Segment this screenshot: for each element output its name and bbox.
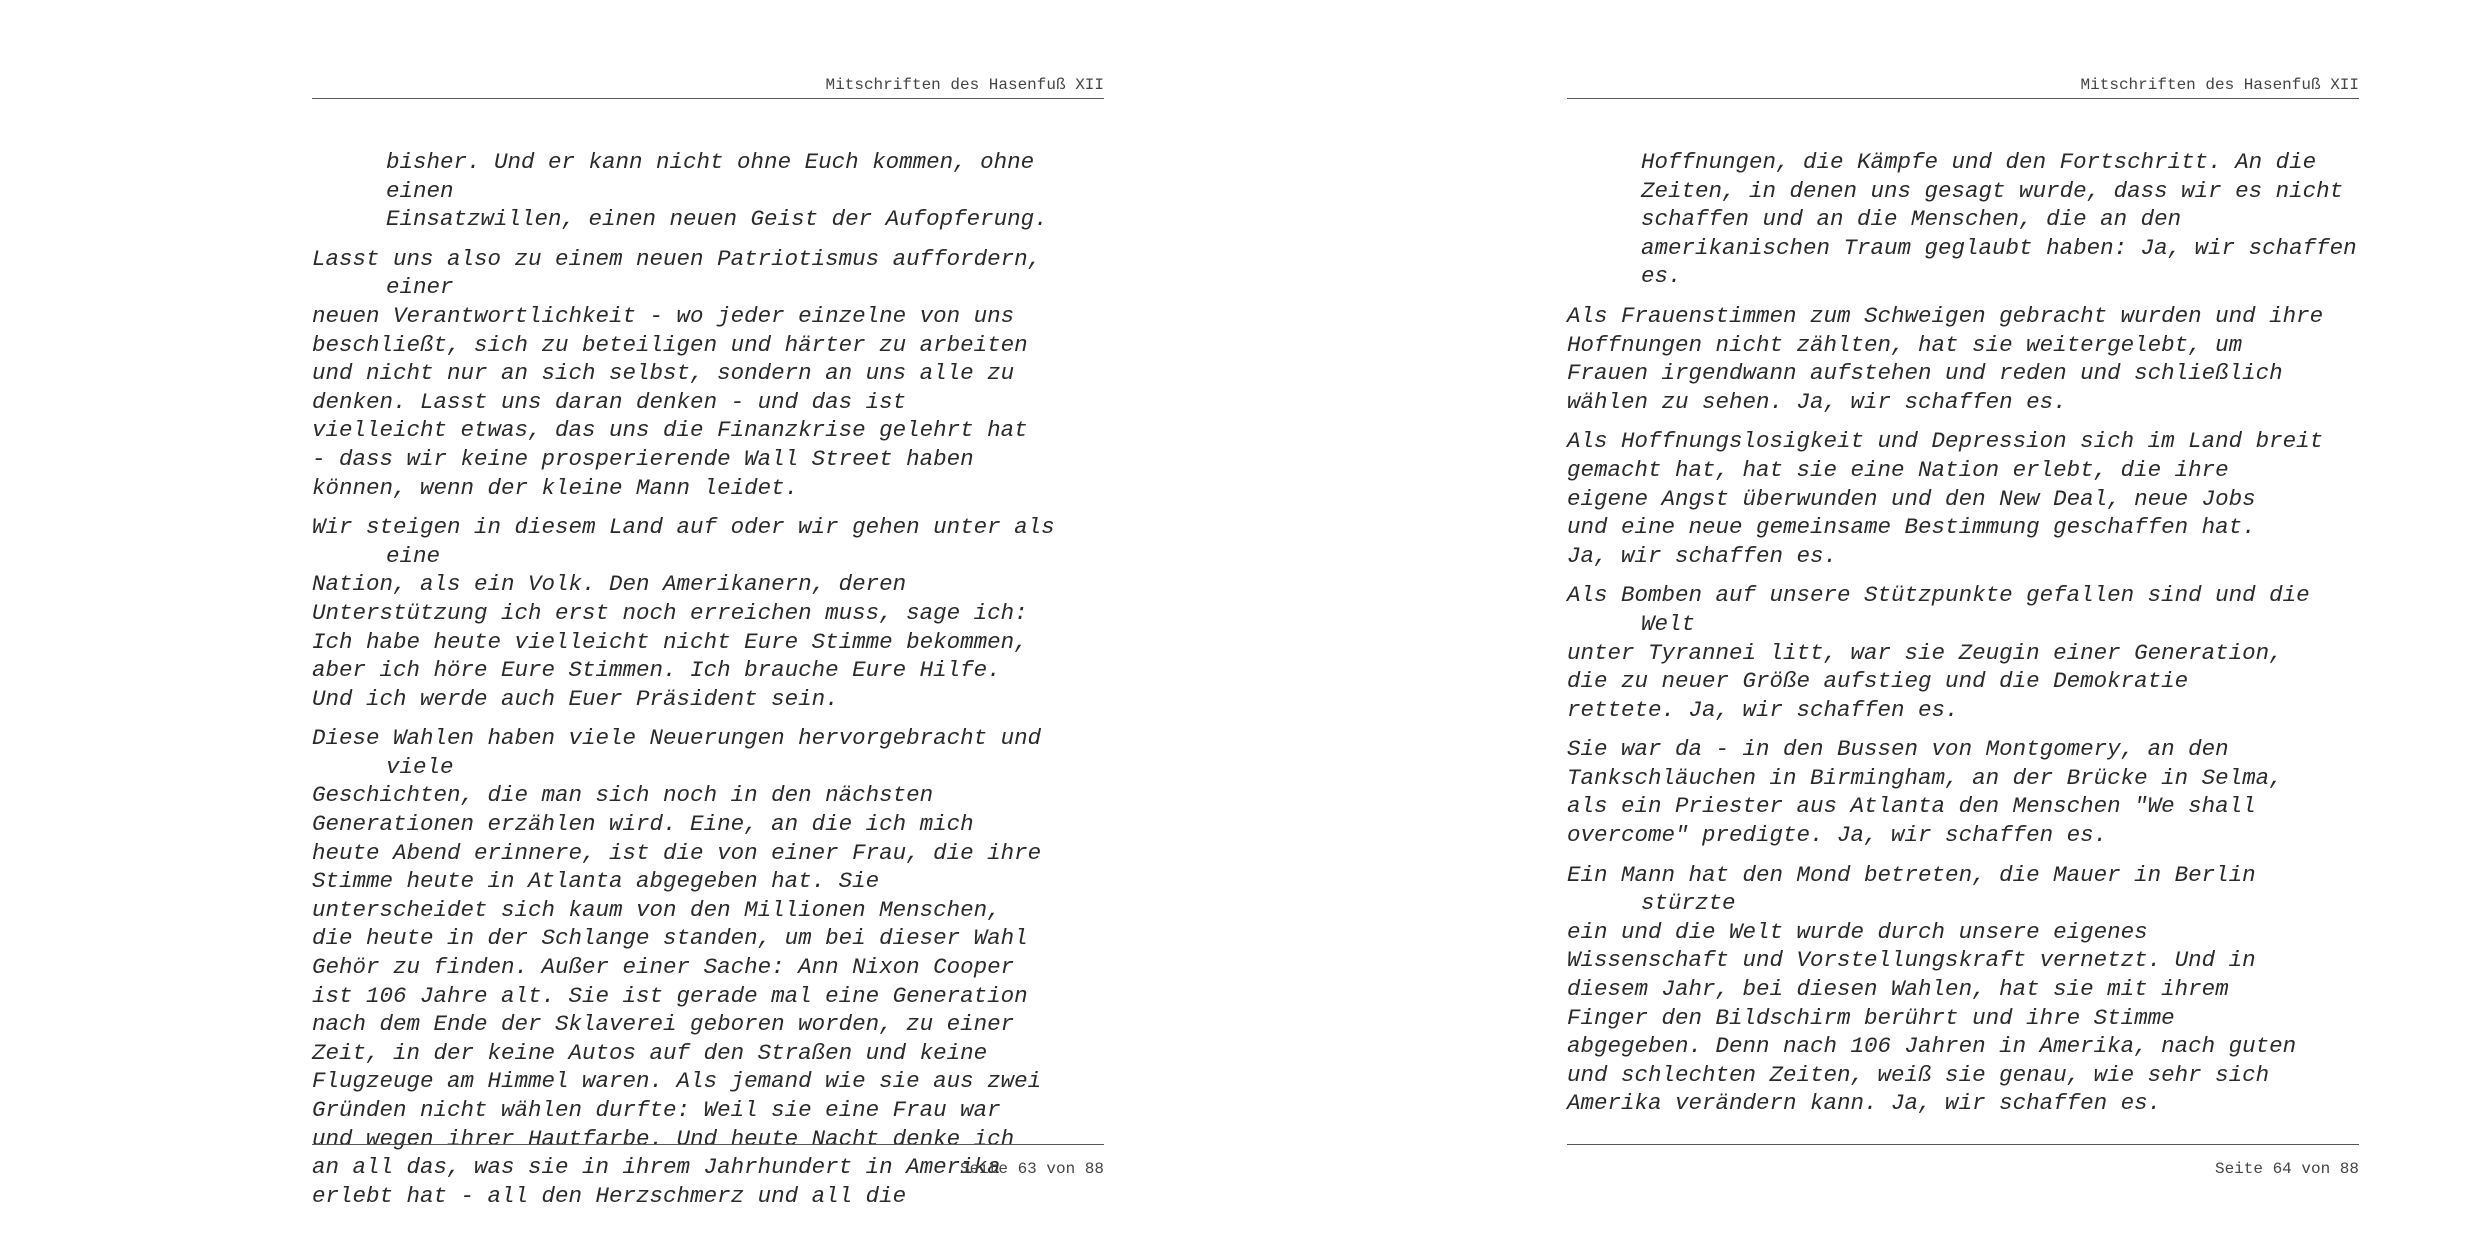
text-line: Ich habe heute vielleicht nicht Eure Stimme bekommen,: [312, 628, 1028, 655]
paragraph: [1567, 302, 2359, 416]
text-line: Tankschläuchen in Birmingham, an der Brücke in Selma,: [1567, 764, 2283, 791]
text-line: und schlechten Zeiten, weiß sie genau, wie sehr sich: [1567, 1061, 2270, 1088]
page-body: [1567, 148, 2359, 1129]
text-line: neuen Verantwortlichkeit - wo jeder einzelne von uns: [312, 302, 1015, 329]
text-line: Frauen irgendwann aufstehen und reden und schließlich: [1567, 360, 2283, 387]
text-line: unterscheidet sich kaum von den Millionen Menschen,: [312, 896, 1001, 923]
text-line: overcome" predigte. Ja, wir schaffen es.: [1567, 822, 2108, 849]
text-line: - dass wir keine prosperierende Wall Street haben: [312, 445, 974, 472]
text-line: Und ich werde auch Euer Präsident sein.: [312, 685, 839, 712]
text-line: rettete. Ja, wir schaffen es.: [1567, 696, 1959, 723]
text-line: Gründen nicht wählen durfte: Weil sie eine Frau war: [312, 1097, 1001, 1123]
text-line: als ein Priester aus Atlanta den Menschen "We shall: [1567, 793, 2256, 820]
text-line: Amerika verändern kann. Ja, wir schaffen es.: [1567, 1090, 2162, 1117]
text-line: Hoffnungen nicht zählten, hat sie weitergelebt, um: [1567, 331, 2243, 358]
text-line: es.: [1641, 263, 1682, 290]
text-line: erlebt hat - all den Herzschmerz und all die: [312, 1182, 907, 1209]
text-line: Hoffnungen, die Kämpfe und den Fortschritt. An die: [1641, 149, 2317, 175]
text-line: heute Abend erinnere, ist die von einer Frau, die ihre: [312, 839, 1042, 866]
text-line: an all das, was sie in ihrem Jahrhundert in Amerika: [312, 1154, 1001, 1181]
text-line: Wissenschaft und Vorstellungskraft vernetzt. Und in: [1567, 947, 2256, 974]
text-line: aber ich höre Eure Stimmen. Ich brauche Eure Hilfe.: [312, 657, 1001, 684]
text-line: amerikanischen Traum geglaubt haben: Ja, wir schaffen: [1641, 234, 2357, 261]
text-line: Zeiten, in denen uns gesagt wurde, dass wir es nicht: [1641, 177, 2344, 204]
text-line: ist 106 Jahre alt. Sie ist gerade mal eine Generation: [312, 982, 1028, 1009]
text-line: denken. Lasst uns daran denken - und das ist: [312, 388, 907, 415]
text-line: gemacht hat, hat sie eine Nation erlebt, die ihre: [1567, 456, 2229, 483]
text-line: Ein Mann hat den Mond betreten, die Mauer in Berlin stürzte: [1567, 861, 2256, 917]
text-line: beschließt, sich zu beteiligen und härter zu arbeiten: [312, 331, 1028, 358]
text-line: Zeit, in der keine Autos auf den Straßen und keine: [312, 1039, 988, 1066]
text-line: und nicht nur an sich selbst, sondern an uns alle zu: [312, 360, 1015, 387]
text-line: diesem Jahr, bei diesen Wahlen, hat sie mit ihrem: [1567, 976, 2229, 1003]
paragraph: [312, 724, 1104, 1210]
text-line: können, wenn der kleine Mann leidet.: [312, 474, 799, 501]
text-line: die heute in der Schlange standen, um bei dieser Wahl: [312, 925, 1028, 952]
text-line: ein und die Welt wurde durch unsere eigenes: [1567, 918, 2148, 945]
continued-paragraph: [1567, 148, 2359, 291]
text-line: Finger den Bildschirm berührt und ihre Stimme: [1567, 1004, 2175, 1031]
left-page: [312, 0, 1104, 1240]
text-line: Als Frauenstimmen zum Schweigen gebracht wurden und ihre: [1567, 302, 2324, 329]
text-line: die zu neuer Größe aufstieg und die Demokratie: [1567, 668, 2189, 695]
paragraph: [312, 245, 1104, 502]
text-line: Wir steigen in diesem Land auf oder wir gehen unter als eine: [312, 514, 1055, 569]
text-line: Lasst uns also zu einem neuen Patriotismus auffordern, einer: [312, 245, 1042, 301]
text-line: nach dem Ende der Sklaverei geboren worden, zu einer: [312, 1011, 1015, 1038]
text-line: vielleicht etwas, das uns die Finanzkrise gelehrt hat: [312, 417, 1028, 444]
text-line: Unterstützung ich erst noch erreichen muss, sage ich:: [312, 599, 1028, 626]
text-line: Sie war da - in den Bussen von Montgomery, an den: [1567, 736, 2229, 763]
paragraph: [312, 513, 1104, 713]
text-line: Als Bomben auf unsere Stützpunkte gefallen sind und die Welt: [1567, 582, 2310, 637]
text-line: Ja, wir schaffen es.: [1567, 542, 1838, 569]
text-line: wählen zu sehen. Ja, wir schaffen es.: [1567, 388, 2067, 415]
header-divider: [1567, 98, 2359, 99]
footer-divider: [312, 1144, 1104, 1145]
text-line: Generationen erzählen wird. Eine, an die ich mich: [312, 811, 974, 838]
text-line: eigene Angst überwunden und den New Deal, neue Jobs: [1567, 485, 2256, 512]
paragraph: [1567, 427, 2359, 570]
text-line: Nation, als ein Volk. Den Amerikanern, deren: [312, 571, 907, 598]
text-line: und eine neue gemeinsame Bestimmung geschaffen hat.: [1567, 514, 2256, 541]
footer-divider: [1567, 1144, 2359, 1145]
right-page: [1567, 0, 2359, 1240]
page-body: [312, 148, 1104, 1221]
text-line: und wegen ihrer Hautfarbe. Und heute Nacht denke ich: [312, 1125, 1015, 1152]
page-header: Mitschriften des Hasenfuß XII: [825, 76, 1104, 94]
text-line: Diese Wahlen haben viele Neuerungen hervorgebracht und viele: [312, 725, 1042, 780]
paragraph: [1567, 861, 2359, 1118]
paragraph: [1567, 735, 2359, 849]
text-line: unter Tyrannei litt, war sie Zeugin einer Generation,: [1567, 639, 2283, 666]
text-line: Flugzeuge am Himmel waren. Als jemand wie sie aus zwei: [312, 1068, 1042, 1095]
text-line: Geschichten, die man sich noch in den nächsten: [312, 782, 934, 809]
continued-paragraph: [312, 148, 1104, 234]
text-line: bisher. Und er kann nicht ohne Euch kommen, ohne einen: [386, 149, 1035, 204]
page-number: Seite 63 von 88: [959, 1160, 1104, 1178]
text-line: Stimme heute in Atlanta abgegeben hat. Sie: [312, 868, 880, 895]
text-line: schaffen und an die Menschen, die an den: [1641, 206, 2182, 233]
page-number: Seite 64 von 88: [2214, 1160, 2359, 1178]
header-divider: [312, 98, 1104, 99]
page-header: Mitschriften des Hasenfuß XII: [2080, 76, 2359, 94]
text-line: abgegeben. Denn nach 106 Jahren in Amerika, nach guten: [1567, 1033, 2297, 1060]
text-line: Gehör zu finden. Außer einer Sache: Ann Nixon Cooper: [312, 954, 1015, 981]
text-line: Einsatzwillen, einen neuen Geist der Aufopferung.: [386, 206, 1048, 233]
text-line: Als Hoffnungslosigkeit und Depression sich im Land breit: [1567, 428, 2324, 455]
paragraph: [1567, 581, 2359, 724]
